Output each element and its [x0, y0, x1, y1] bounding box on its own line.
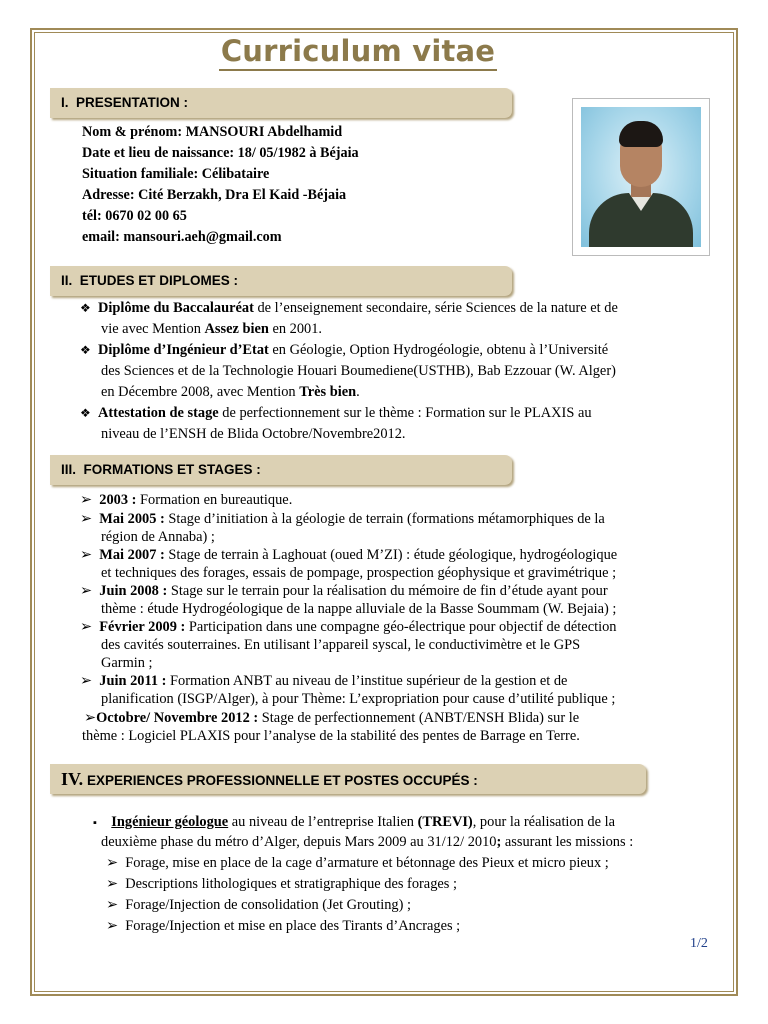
- list-item: ▪ Ingénieur géologue au niveau de l’entreprise Italien (TREVI), pour la réalisation de la: [93, 814, 615, 830]
- section-header-etudes: II. ETUDES ET DIPLOMES :: [50, 266, 512, 296]
- list-item: ❖ Attestation de stage de perfectionnement sur le thème : Formation sur le PLAXIS au: [80, 405, 592, 421]
- info-birth: Date et lieu de naissance: 18/ 05/1982 à Béjaia: [82, 145, 359, 161]
- section-header-experiences: IV. EXPERIENCES PROFESSIONNELLE ET POSTES OCCUPÉS :: [50, 764, 646, 794]
- arrow-bullet-icon: ➢: [80, 673, 93, 689]
- arrow-bullet-icon: ➢: [80, 619, 93, 635]
- arrow-bullet-icon: ➢: [80, 547, 93, 563]
- section-header-formations: III. FORMATIONS ET STAGES :: [50, 455, 512, 485]
- arrow-bullet-icon: ➢: [106, 918, 119, 934]
- profile-photo: [572, 98, 710, 256]
- diamond-bullet-icon: ❖: [80, 406, 91, 420]
- list-item: ➢ Forage/Injection et mise en place des Tirants d’Ancrages ;: [106, 918, 461, 934]
- info-phone: tél: 0670 02 00 65: [82, 208, 187, 224]
- list-item: ➢ Descriptions lithologiques et stratigraphique des forages ;: [106, 876, 457, 892]
- arrow-bullet-icon: ➢: [106, 855, 119, 871]
- page-number: 1/2: [690, 936, 708, 951]
- info-name: Nom & prénom: MANSOURI Abdelhamid: [82, 124, 343, 140]
- personal-info: [82, 122, 359, 248]
- diamond-bullet-icon: ❖: [80, 343, 91, 357]
- list-item: ➢ Mai 2007 : Stage de terrain à Laghouat (oued M’ZI) : étude géologique, hydrogéologique: [80, 547, 618, 563]
- list-item: ➢ Juin 2008 : Stage sur le terrain pour la réalisation du mémoire de fin d’étude ayant pour: [80, 583, 608, 599]
- diamond-bullet-icon: ❖: [80, 301, 91, 315]
- list-item: ➢Octobre/ Novembre 2012 : Stage de perfectionnement (ANBT/ENSH Blida) sur le: [84, 710, 580, 726]
- arrow-bullet-icon: ➢: [80, 583, 93, 599]
- arrow-bullet-icon: ➢: [106, 876, 119, 892]
- arrow-bullet-icon: ➢: [80, 511, 93, 527]
- section-header-presentation: I. PRESENTATION :: [50, 88, 512, 118]
- info-family: Situation familiale: Célibataire: [82, 166, 270, 182]
- info-email: email: mansouri.aeh@gmail.com: [82, 229, 282, 245]
- list-item: ➢ Forage/Injection de consolidation (Jet Grouting) ;: [106, 897, 412, 913]
- list-item: ➢ Juin 2011 : Formation ANBT au niveau de l’institue supérieur de la gestion et de: [80, 673, 568, 689]
- list-item: ❖ Diplôme du Baccalauréat de l’enseignement secondaire, série Sciences de la nature et de: [80, 300, 618, 316]
- arrow-bullet-icon: ➢: [80, 492, 93, 508]
- info-address: Adresse: Cité Berzakh, Dra El Kaid -Béjaia: [82, 187, 347, 203]
- cv-title: Curriculum vitae: [0, 34, 716, 68]
- list-item: ➢ Forage, mise en place de la cage d’armature et bétonnage des Pieux et micro pieux ;: [106, 855, 609, 871]
- portrait-photo-icon: [581, 107, 701, 247]
- list-item: ❖ Diplôme d’Ingénieur d’Etat en Géologie, Option Hydrogéologie, obtenu à l’Université: [80, 342, 609, 358]
- list-item: ➢ Mai 2005 : Stage d’initiation à la géologie de terrain (formations métamorphiques de la: [80, 511, 605, 527]
- square-bullet-icon: ▪: [93, 817, 97, 829]
- arrow-bullet-icon: ➢: [84, 710, 97, 726]
- list-item: ➢ 2003 : Formation en bureautique.: [80, 492, 293, 508]
- list-item: ➢ Février 2009 : Participation dans une compagne géo-électrique pour objectif de détection: [80, 619, 617, 635]
- arrow-bullet-icon: ➢: [106, 897, 119, 913]
